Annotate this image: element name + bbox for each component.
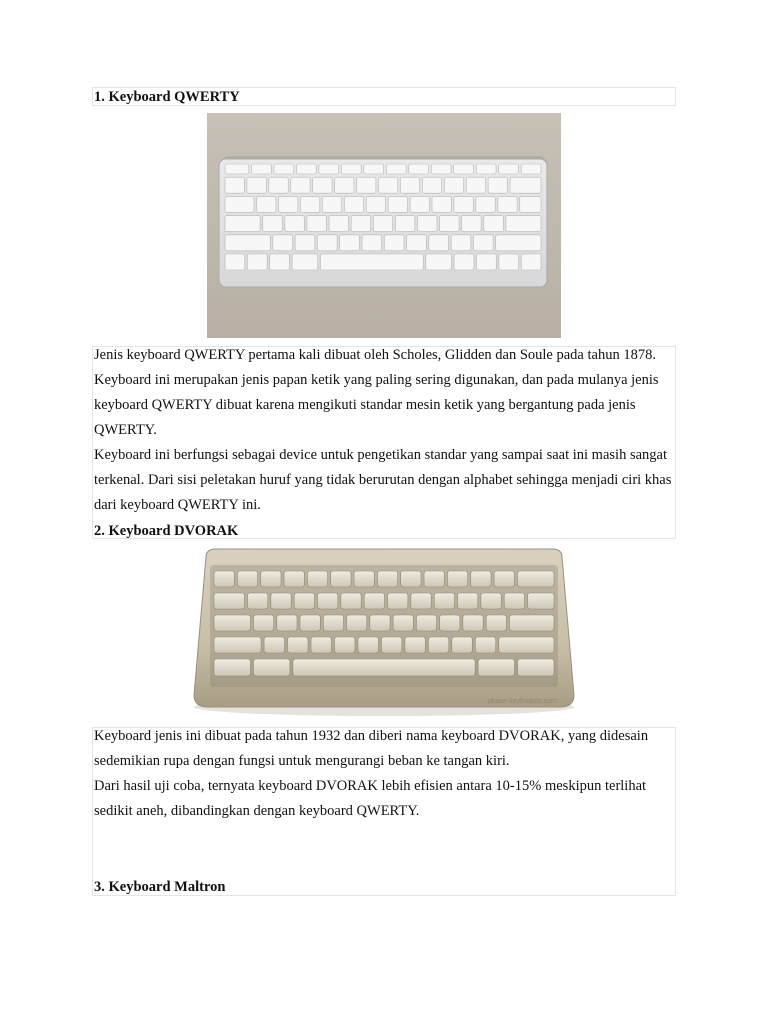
keyboard-key (279, 196, 298, 212)
keyboard-key (476, 254, 496, 270)
keyboard-key (428, 637, 448, 653)
qwerty-paragraph-2: Keyboard ini berfungsi sebagai device untuk pengetikan standar yang sampai saat ini masih sangat terkenal. Dari sisi peletakan huruf yang tidak berurutan dengan alphabet sehingga menjadi ciri khas dari keyboard QWERTY ini. (94, 447, 672, 513)
keyboard-key (388, 593, 408, 609)
dvorak-keys (214, 571, 554, 676)
keyboard-key (341, 164, 361, 174)
keyboard-key (274, 164, 294, 174)
keyboard-key (247, 254, 267, 270)
keyboard-key (318, 593, 338, 609)
keyboard-key (364, 593, 384, 609)
image-watermark: pbase-keyboards.com (488, 698, 557, 705)
keyboard-key (225, 196, 254, 212)
keyboard-key (300, 196, 319, 212)
keyboard-key (264, 637, 284, 653)
dvorak-paragraph-2: Dari hasil uji coba, ternyata keyboard DVORAK lebih efisien antara 10-15% meskipun terlihat sedikit aneh, dibandingkan dengan keyboard QWERTY. (94, 778, 647, 819)
keyboard-key (292, 254, 318, 270)
keyboard-key (395, 216, 415, 232)
dvorak-keyboard-svg (188, 545, 580, 717)
keyboard-key (520, 196, 541, 212)
section-heading-qwerty: 1. Keyboard QWERTY (94, 89, 240, 105)
keyboard-key (357, 177, 376, 193)
qwerty-keyboard-svg (207, 113, 561, 338)
keyboard-key (386, 164, 406, 174)
keyboard-key (407, 235, 427, 251)
keyboard-key (384, 235, 404, 251)
keyboard-key (347, 615, 367, 631)
keyboard-key (473, 235, 493, 251)
keyboard-key (288, 637, 308, 653)
keyboard-key (225, 254, 245, 270)
keyboard-key (510, 177, 541, 193)
keyboard-key (329, 216, 349, 232)
section-heading-maltron: 3. Keyboard Maltron (94, 879, 226, 895)
keyboard-key (263, 216, 283, 232)
keyboard-key (251, 164, 271, 174)
keyboard-key (393, 615, 413, 631)
keyboard-key (373, 216, 393, 232)
keyboard-key (341, 593, 361, 609)
keyboard-key (476, 164, 496, 174)
keyboard-key (444, 177, 463, 193)
keyboard-key (506, 216, 541, 232)
keyboard-key (400, 177, 419, 193)
keyboard-key (362, 235, 382, 251)
keyboard-key (388, 196, 407, 212)
keyboard-key (447, 571, 467, 587)
keyboard-key (440, 615, 460, 631)
keyboard-key (452, 637, 472, 653)
keyboard-key (431, 164, 451, 174)
keyboard-key (261, 571, 281, 587)
keyboard-key (432, 196, 451, 212)
keyboard-key (334, 637, 354, 653)
qwerty-paragraph-1: Jenis keyboard QWERTY pertama kali dibuat oleh Scholes, Glidden dan Soule pada tahun 1878. Keyboard ini merupakan jenis papan ketik yang paling sering digunakan, dan pada mulanya jenis keyboard QWERTY dibuat karena mengikuti standar mesin ketik yang bergantung pada jenis QWERTY. (94, 347, 659, 438)
keyboard-key (225, 164, 249, 174)
keyboard-key (484, 216, 504, 232)
keyboard-key (317, 235, 337, 251)
keyboard-key (296, 164, 316, 174)
keyboard-key (364, 164, 384, 174)
dvorak-paragraph-1: Keyboard jenis ini dibuat pada tahun 1932 dan diberi nama keyboard DVORAK, yang didesain sedemikian rupa dengan fungsi untuk mengurangi beban ke tangan kiri. (94, 728, 649, 769)
keyboard-key (454, 196, 473, 212)
keyboard-key (225, 177, 244, 193)
section-text-dvorak (94, 724, 674, 824)
keyboard-key (273, 235, 293, 251)
keyboard-key (499, 637, 554, 653)
keyboard-key (253, 615, 273, 631)
keyboard-key (270, 254, 290, 270)
keyboard-key (311, 637, 331, 653)
keyboard-key (294, 593, 314, 609)
qwerty-keys (225, 164, 541, 270)
keyboard-key (237, 571, 257, 587)
keyboard-key (528, 593, 554, 609)
keyboard-key (417, 216, 437, 232)
keyboard-key (458, 593, 478, 609)
keyboard-key (478, 659, 514, 676)
keyboard-key (481, 593, 501, 609)
keyboard-key (401, 571, 421, 587)
keyboard-key (370, 615, 390, 631)
keyboard-key (488, 177, 507, 193)
keyboard-key (214, 571, 234, 587)
keyboard-key (521, 254, 541, 270)
keyboard-key (422, 177, 441, 193)
keyboard-key (319, 164, 339, 174)
keyboard-key (466, 177, 485, 193)
keyboard-key (295, 235, 315, 251)
keyboard-key (307, 216, 327, 232)
keyboard-key (424, 571, 444, 587)
keyboard-key (409, 164, 429, 174)
keyboard-key (257, 196, 276, 212)
keyboard-key (277, 615, 297, 631)
keyboard-key (323, 615, 343, 631)
keyboard-key (504, 593, 524, 609)
keyboard-key (454, 164, 474, 174)
keyboard-key (225, 216, 260, 232)
keyboard-key (521, 164, 541, 174)
section-heading-dvorak: 2. Keyboard DVORAK (94, 523, 239, 539)
keyboard-key (214, 637, 261, 653)
keyboard-key (517, 571, 554, 587)
keyboard-key (405, 637, 425, 653)
keyboard-key (214, 615, 250, 631)
keyboard-key (214, 593, 245, 609)
qwerty-keyboard-image (207, 113, 561, 338)
keyboard-key (410, 196, 429, 212)
keyboard-key (518, 659, 554, 676)
dvorak-keyboard-image (188, 545, 580, 717)
keyboard-key (499, 164, 519, 174)
keyboard-key (366, 196, 385, 212)
keyboard-key (476, 196, 495, 212)
keyboard-key (494, 571, 514, 587)
keyboard-key (462, 216, 482, 232)
keyboard-key (509, 615, 554, 631)
keyboard-key (253, 659, 289, 676)
keyboard-key (377, 571, 397, 587)
keyboard-key (379, 177, 398, 193)
keyboard-key (475, 637, 495, 653)
keyboard-key (300, 615, 320, 631)
keyboard-key (320, 254, 423, 270)
keyboard-key (225, 235, 270, 251)
keyboard-key (285, 216, 305, 232)
keyboard-key (247, 177, 266, 193)
keyboard-key (307, 571, 327, 587)
keyboard-key (429, 235, 449, 251)
keyboard-key (214, 659, 250, 676)
keyboard-key (340, 235, 360, 251)
keyboard-key (451, 235, 471, 251)
keyboard-key (498, 196, 517, 212)
keyboard-key (416, 615, 436, 631)
keyboard-key (335, 177, 354, 193)
keyboard-key (271, 593, 291, 609)
keyboard-key (463, 615, 483, 631)
keyboard-key (284, 571, 304, 587)
keyboard-key (351, 216, 371, 232)
keyboard-key (411, 593, 431, 609)
keyboard-key (269, 177, 288, 193)
keyboard-key (358, 637, 378, 653)
keyboard-key (293, 659, 475, 676)
keyboard-key (426, 254, 452, 270)
keyboard-key (313, 177, 332, 193)
section-text-qwerty (94, 343, 674, 518)
keyboard-key (344, 196, 363, 212)
keyboard-key (454, 254, 474, 270)
keyboard-key (440, 216, 460, 232)
keyboard-key (434, 593, 454, 609)
keyboard-key (486, 615, 506, 631)
keyboard-key (381, 637, 401, 653)
keyboard-key (471, 571, 491, 587)
keyboard-key (354, 571, 374, 587)
keyboard-key (291, 177, 310, 193)
keyboard-key (322, 196, 341, 212)
keyboard-key (496, 235, 541, 251)
keyboard-key (248, 593, 268, 609)
keyboard-key (499, 254, 519, 270)
keyboard-key (331, 571, 351, 587)
